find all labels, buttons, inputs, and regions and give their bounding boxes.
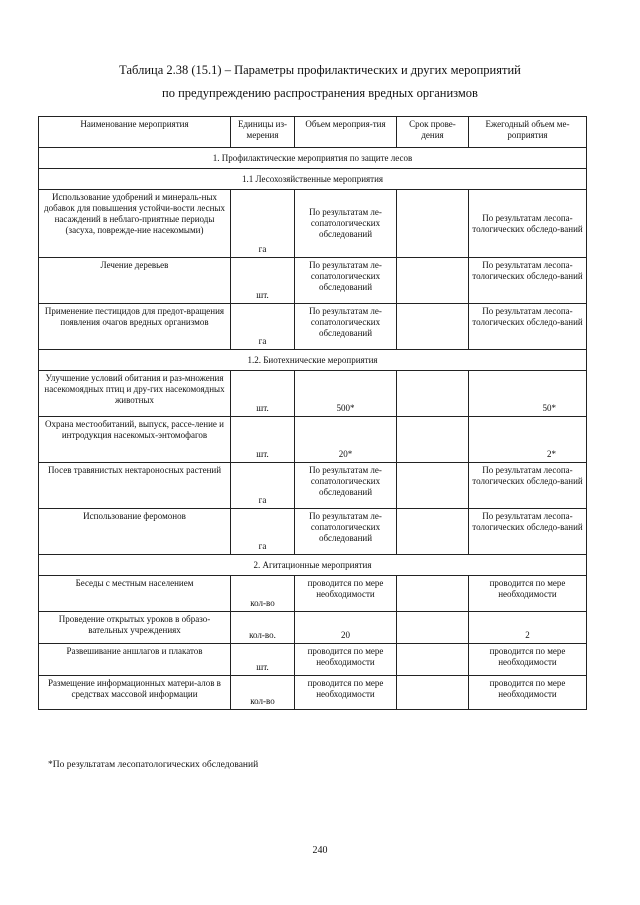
measure-annual: По результатам лесопа-тологических обследо-ваний — [469, 304, 587, 350]
measure-annual: По результатам лесопа-тологических обследо-ваний — [469, 509, 587, 555]
measure-name: Охрана местообитаний, выпуск, рассе-ление и интродукция насекомых-энтомофагов — [39, 417, 231, 463]
measure-volume: По результатам ле-сопатологических обследований — [295, 190, 397, 258]
table-row — [39, 417, 587, 463]
measure-volume: проводится по мере необходимости — [295, 676, 397, 710]
measure-volume: 20 — [295, 612, 397, 644]
measure-term — [397, 644, 469, 676]
header-annual: Ежегодный объем ме-роприятия — [469, 117, 587, 148]
measure-annual: 50* — [469, 371, 587, 417]
page-number: 240 — [312, 845, 328, 856]
measure-term — [397, 417, 469, 463]
measure-term — [397, 190, 469, 258]
measure-annual: проводится по мере необходимости — [469, 644, 587, 676]
measure-term — [397, 509, 469, 555]
measure-name: Проведение открытых уроков в образо-вательных учреждениях — [39, 612, 231, 644]
measure-annual: По результатам лесопа-тологических обследо-ваний — [469, 190, 587, 258]
measure-name: Размещение информационных матери-алов в средствах массовой информации — [39, 676, 231, 710]
measure-annual: проводится по мере необходимости — [469, 576, 587, 612]
measure-term — [397, 676, 469, 710]
measure-name: Использование феромонов — [39, 509, 231, 555]
table-row — [39, 304, 587, 350]
measure-volume: По результатам ле-сопатологических обследований — [295, 509, 397, 555]
measure-annual: По результатам лесопа-тологических обследо-ваний — [469, 463, 587, 509]
measure-term — [397, 612, 469, 644]
table-row — [39, 576, 587, 612]
measure-unit: шт. — [231, 258, 295, 304]
table-caption-line2: по предупреждению распространения вредных организмов — [162, 86, 478, 100]
measure-unit: шт. — [231, 371, 295, 417]
table-row — [39, 258, 587, 304]
section-title: 2. Агитационные мероприятия — [39, 555, 587, 576]
header-volume: Объем мероприя-тия — [295, 117, 397, 148]
measure-volume: проводится по мере необходимости — [295, 576, 397, 612]
subsection-title: 1.1 Лесохозяйственные мероприятия — [39, 169, 587, 190]
section-row — [39, 169, 587, 190]
header-name: Наименование мероприятия — [39, 117, 231, 148]
measure-name: Улучшение условий обитания и раз-множения насекомоядных птиц и дру-гих насекомоядных животных — [39, 371, 231, 417]
measure-annual: 2 — [469, 612, 587, 644]
footnote: *По результатам лесопатологических обследований — [48, 760, 259, 770]
table-row — [39, 371, 587, 417]
header-unit: Единицы из-мерения — [231, 117, 295, 148]
measure-volume: По результатам ле-сопатологических обследований — [295, 463, 397, 509]
section-title: 1. Профилактические мероприятия по защите лесов — [39, 148, 587, 169]
measure-unit: шт. — [231, 644, 295, 676]
measure-annual: 2* — [469, 417, 587, 463]
header-row — [39, 117, 587, 148]
measures-table — [38, 116, 587, 710]
measure-term — [397, 576, 469, 612]
measure-name: Беседы с местным населением — [39, 576, 231, 612]
measure-name: Применение пестицидов для предот-вращения появления очагов вредных организмов — [39, 304, 231, 350]
measure-unit: кол-во. — [231, 612, 295, 644]
measure-unit: га — [231, 190, 295, 258]
table-row — [39, 644, 587, 676]
table-caption: Таблица 2.38 (15.1) – Параметры профилактических и других мероприятий — [119, 63, 521, 77]
measure-name: Развешивание аншлагов и плакатов — [39, 644, 231, 676]
table-row — [39, 676, 587, 710]
section-row — [39, 148, 587, 169]
measure-volume: 20* — [295, 417, 397, 463]
table-row — [39, 190, 587, 258]
measure-unit: кол-во — [231, 676, 295, 710]
table-row — [39, 509, 587, 555]
measure-term — [397, 371, 469, 417]
header-term: Срок прове-дения — [397, 117, 469, 148]
subsection-title: 1.2. Биотехнические мероприятия — [39, 350, 587, 371]
measure-volume: По результатам ле-сопатологических обследований — [295, 258, 397, 304]
section-row — [39, 555, 587, 576]
measure-term — [397, 304, 469, 350]
measure-unit: кол-во — [231, 576, 295, 612]
measure-term — [397, 258, 469, 304]
measure-annual: По результатам лесопа-тологических обследо-ваний — [469, 258, 587, 304]
measure-term — [397, 463, 469, 509]
table-row — [39, 612, 587, 644]
measure-unit: га — [231, 463, 295, 509]
measure-volume: проводится по мере необходимости — [295, 644, 397, 676]
measure-unit: шт. — [231, 417, 295, 463]
measure-name: Посев травянистых нектароносных растений — [39, 463, 231, 509]
measure-volume: По результатам ле-сопатологических обследований — [295, 304, 397, 350]
measure-unit: га — [231, 509, 295, 555]
measure-name: Лечение деревьев — [39, 258, 231, 304]
measure-annual: проводится по мере необходимости — [469, 676, 587, 710]
measure-name: Использование удобрений и минераль-ных добавок для повышения устойчи-вости лесных насаждений в неблаго-приятные периоды (засуха, поврежде-ние насекомыми) — [39, 190, 231, 258]
measure-volume: 500* — [295, 371, 397, 417]
table-row — [39, 463, 587, 509]
measure-unit: га — [231, 304, 295, 350]
section-row — [39, 350, 587, 371]
